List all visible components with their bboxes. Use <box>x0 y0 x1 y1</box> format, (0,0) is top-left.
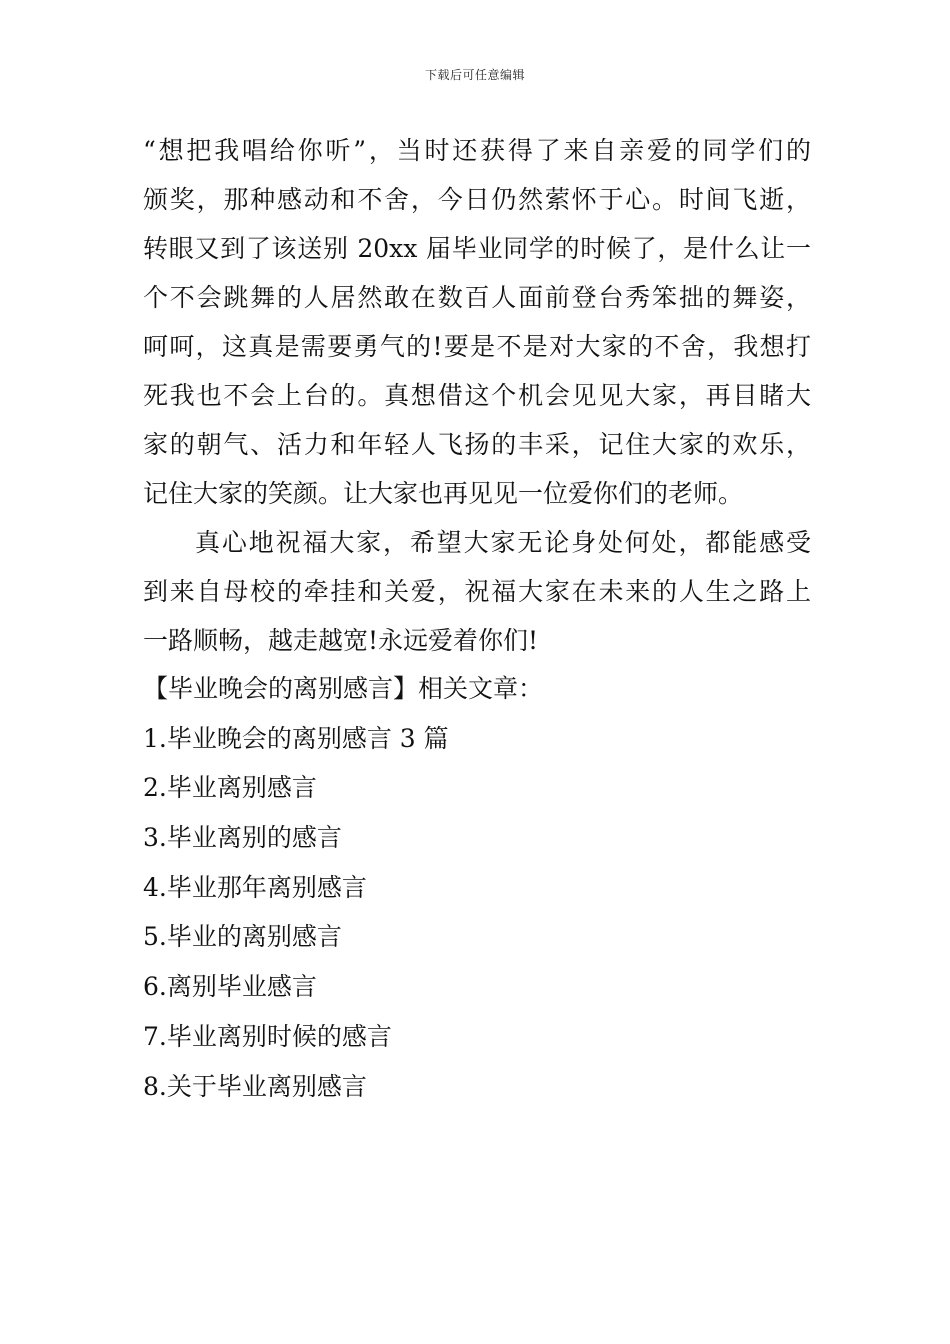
paragraph-line: 死我也不会上台的。真想借这个机会见见大家，再目睹大 <box>143 381 811 410</box>
related-link[interactable]: 4.毕业那年离别感言 <box>143 872 367 902</box>
paragraph-line: 一路顺畅，越走越宽!永远爱着你们! <box>143 626 539 655</box>
paragraph-line: 颁奖，那种感动和不舍，今日仍然萦怀于心。时间飞逝， <box>143 185 811 214</box>
page-header: 下载后可任意编辑 <box>424 68 525 82</box>
article-body <box>143 126 811 665</box>
related-link[interactable]: 6.离别毕业感言 <box>143 972 317 1002</box>
related-heading: 【毕业晚会的离别感言】相关文章： <box>143 674 544 703</box>
paragraph-line: “想把我唱给你听”，当时还获得了来自亲爱的同学们的 <box>143 136 811 165</box>
related-link[interactable]: 7.毕业离别时候的感言 <box>143 1021 392 1051</box>
paragraph-line: 真心地祝福大家，希望大家无论身处何处，都能感受 <box>195 528 811 557</box>
related-link[interactable]: 5.毕业的离别感言 <box>143 922 342 952</box>
paragraph-farewell <box>143 126 811 518</box>
paragraph-line: 家的朝气、活力和年轻人飞扬的丰采，记住大家的欢乐， <box>143 430 811 459</box>
related-link[interactable]: 1.毕业晚会的离别感言 3 篇 <box>143 723 449 753</box>
paragraph-line: 到来自母校的牵挂和关爱，祝福大家在未来的人生之路上 <box>143 577 811 606</box>
related-link[interactable]: 2.毕业离别感言 <box>143 773 317 803</box>
paragraph-line: 个不会跳舞的人居然敢在数百人面前登台秀笨拙的舞姿， <box>143 283 811 312</box>
paragraph-blessing <box>143 518 811 665</box>
related-link[interactable]: 3.毕业离别的感言 <box>143 823 342 853</box>
paragraph-line: 转眼又到了该送别 20xx 届毕业同学的时候了，是什么让一 <box>143 234 811 263</box>
related-link[interactable]: 8.关于毕业离别感言 <box>143 1071 367 1101</box>
paragraph-line: 记住大家的笑颜。让大家也再见见一位爱你们的老师。 <box>143 479 744 508</box>
related-articles <box>143 664 811 1111</box>
paragraph-line: 呵呵，这真是需要勇气的!要是不是对大家的不舍，我想打 <box>143 332 811 361</box>
